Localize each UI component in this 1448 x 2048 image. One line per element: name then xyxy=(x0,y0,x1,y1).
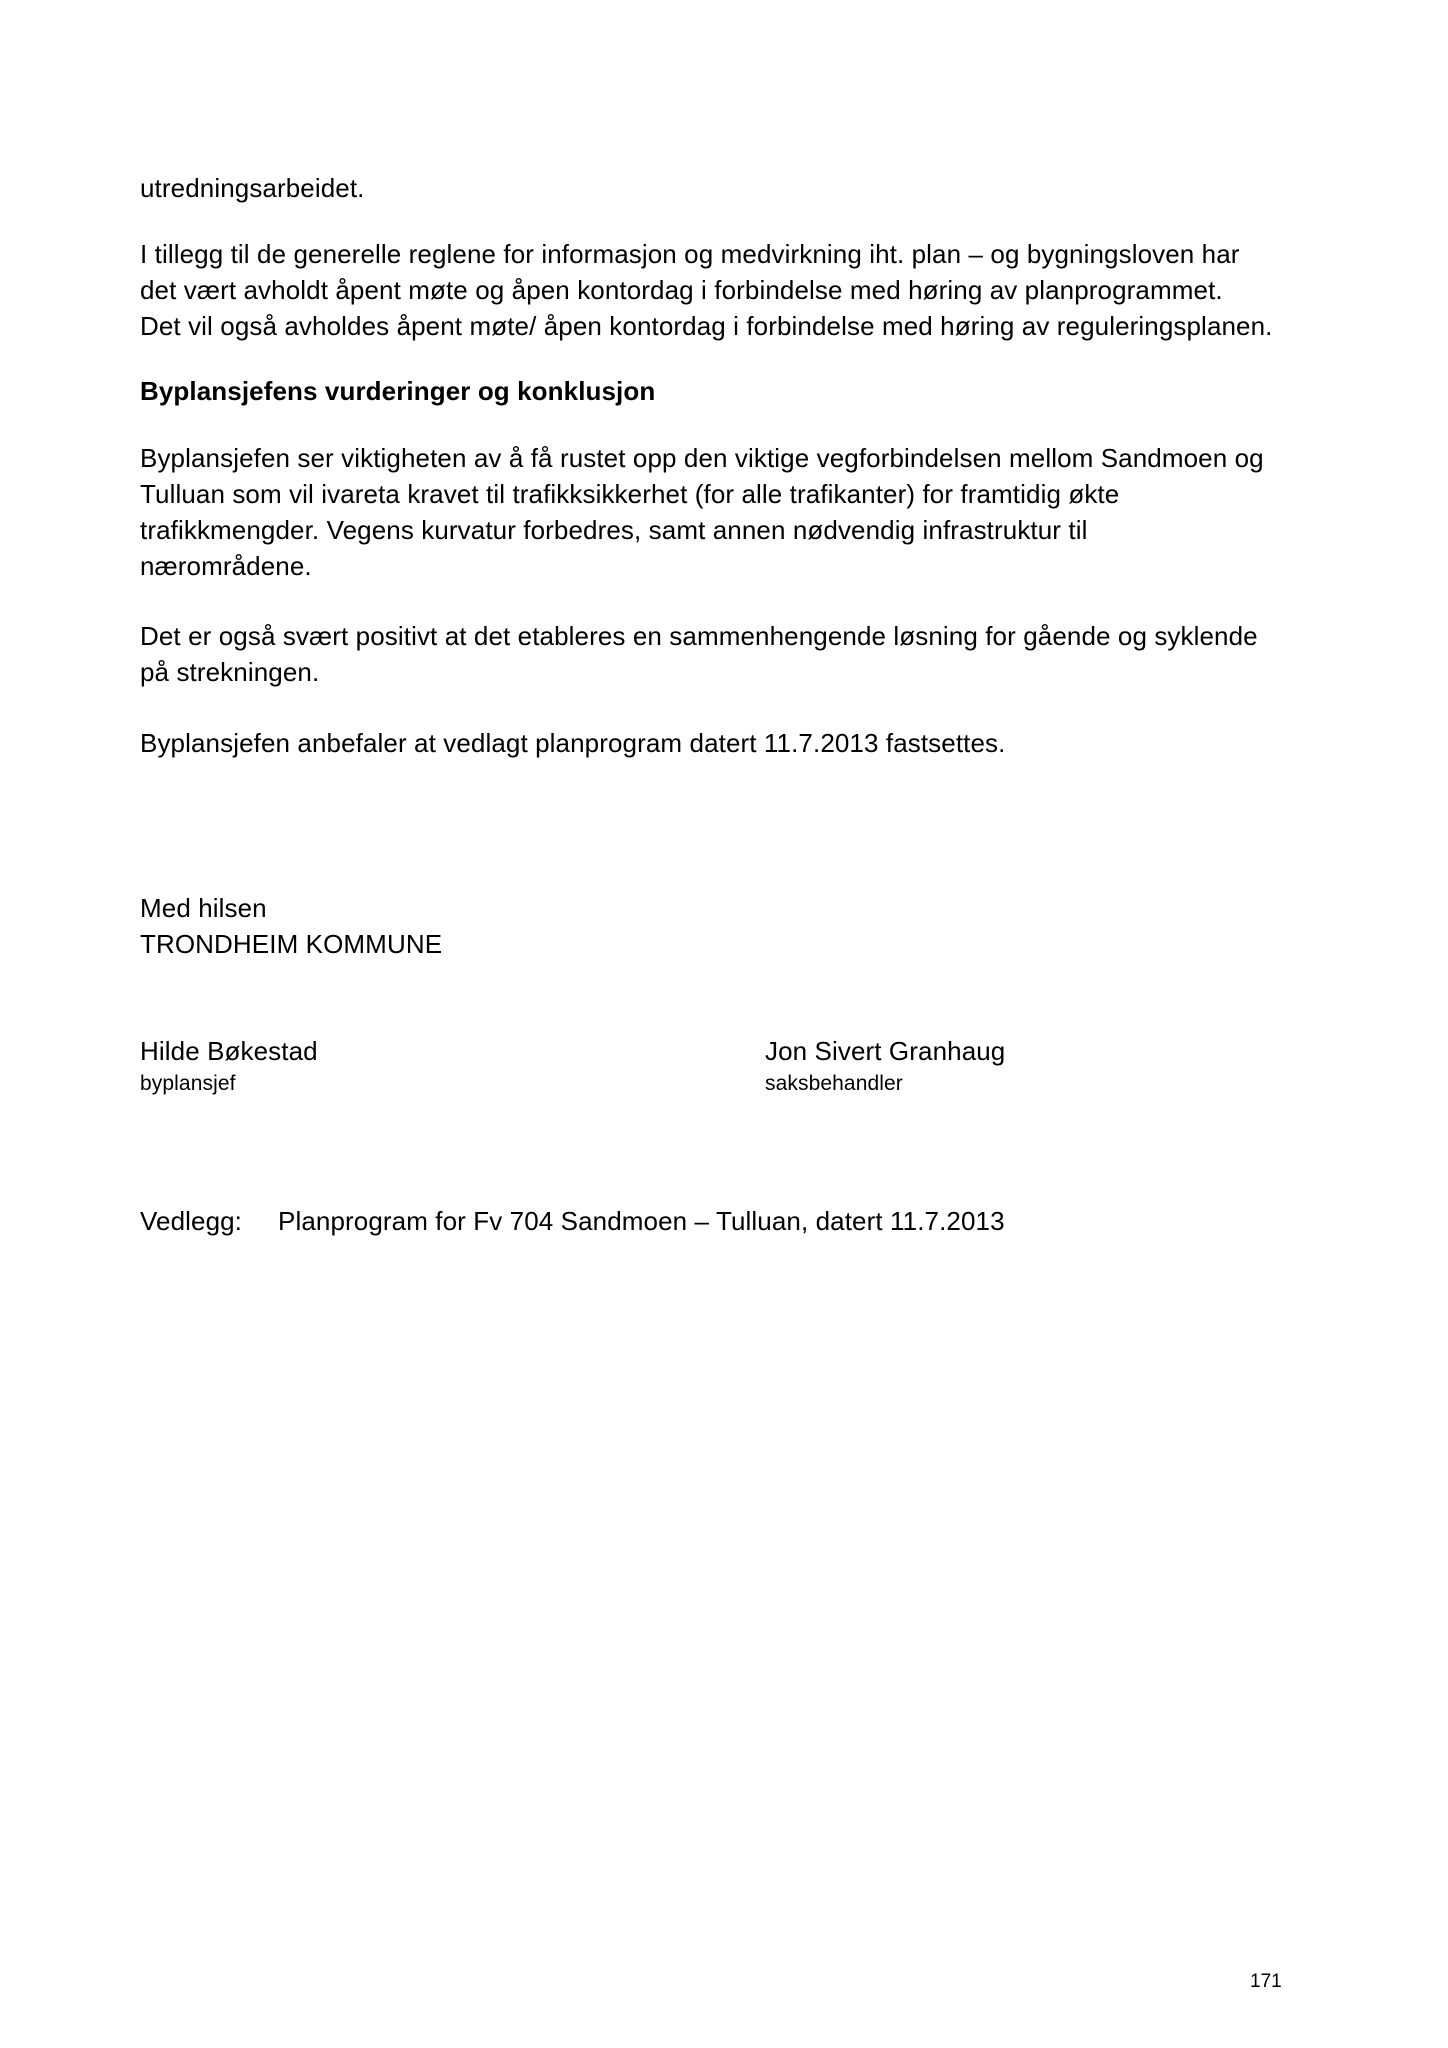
paragraph-1-line-3: Det vil også avholdes åpent møte/ åpen kontordag i forbindelse med høring av reguleringsplanen. xyxy=(140,311,1273,341)
paragraph-2-line-1: Byplansjefen ser viktigheten av å få rustet opp den viktige vegforbindelsen mellom Sandmoen og xyxy=(140,443,1264,473)
paragraph-2-line-2: Tulluan som vil ivareta kravet til trafikksikkerhet (for alle trafikanter) for framtidig økte xyxy=(140,479,1120,509)
paragraph-2-line-4: nærområdene. xyxy=(140,551,312,581)
paragraph-3-line-2: på strekningen. xyxy=(140,657,320,687)
signature-name-1: Hilde Bøkestad xyxy=(140,1036,318,1066)
paragraph-3-line-1: Det er også svært positivt at det etableres en sammenhengende løsning for gående og syklende xyxy=(140,621,1258,651)
page-number: 171 xyxy=(1250,1971,1282,1992)
paragraph-2-line-3: trafikkmengder. Vegens kurvatur forbedres, samt annen nødvendig infrastruktur til xyxy=(140,515,1088,545)
opening-line: utredningsarbeidet. xyxy=(140,173,365,203)
signature-name-2: Jon Sivert Granhaug xyxy=(765,1036,1006,1066)
paragraph-4: Byplansjefen anbefaler at vedlagt planprogram datert 11.7.2013 fastsettes. xyxy=(140,728,1006,758)
attachment-text: Planprogram for Fv 704 Sandmoen – Tulluan, datert 11.7.2013 xyxy=(278,1206,1005,1236)
paragraph-1-line-2: det vært avholdt åpent møte og åpen kontordag i forbindelse med høring av planprogrammet. xyxy=(140,275,1223,305)
closing-organization: TRONDHEIM KOMMUNE xyxy=(140,929,443,959)
signature-title-2: saksbehandler xyxy=(765,1072,903,1095)
attachment-label: Vedlegg: xyxy=(140,1206,243,1236)
paragraph-1-line-1: I tillegg til de generelle reglene for informasjon og medvirkning iht. plan – og bygningsloven har xyxy=(140,239,1240,269)
signature-title-1: byplansjef xyxy=(140,1072,236,1095)
closing-greeting: Med hilsen xyxy=(140,893,267,923)
section-heading: Byplansjefens vurderinger og konklusjon xyxy=(140,376,656,406)
